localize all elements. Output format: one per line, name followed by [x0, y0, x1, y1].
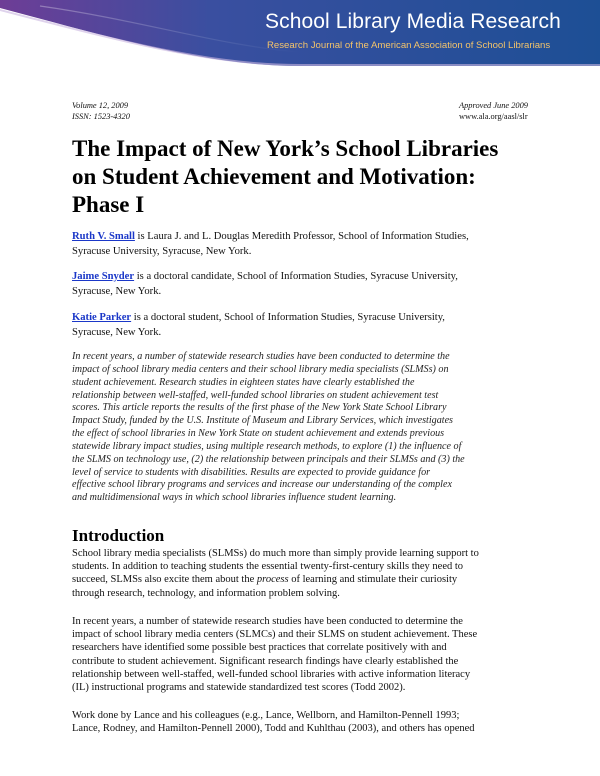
- author-bio: [72, 269, 542, 299]
- approved-text: Approved June 2009: [459, 101, 528, 110]
- author-bio: [72, 229, 542, 259]
- journal-subtitle: Research Journal of the American Association of School Librarians: [267, 40, 551, 51]
- abstract-line: and multidimensional ways in which school libraries influence student learning.: [72, 492, 397, 504]
- author-bio-text: Syracuse University, Syracuse, New York.: [72, 246, 252, 257]
- abstract-line: Impact Study, funded by the U.S. Institute of Museum and Library Services, which investigates: [72, 415, 453, 427]
- paragraph-line: (IL) instructional programs and statewide standardized test scores (Todd 2002).: [72, 682, 406, 694]
- paragraph-line: impact of school library media centers (SLMCs) and their SLMS on student achievement. These: [72, 629, 478, 641]
- article-title-line: Phase I: [72, 192, 145, 217]
- intro-paragraph: [72, 547, 542, 600]
- journal-title: School Library Media Research: [265, 10, 561, 33]
- article-title-line: on Student Achievement and Motivation:: [72, 164, 476, 189]
- paragraph-text: of learning and stimulate their curiosity: [288, 574, 458, 586]
- abstract-line: In recent years, a number of statewide research studies have been conducted to determine the: [72, 351, 450, 362]
- author-bio-text: is a doctoral candidate, School of Information Studies, Syracuse University,: [134, 271, 458, 282]
- abstract-line: student achievement. Research studies in eighteen states have clearly established the: [72, 376, 415, 388]
- paragraph-line: School library media specialists (SLMSs) do much more than simply provide learning support to: [72, 548, 479, 559]
- author-link[interactable]: Jaime Snyder: [72, 271, 135, 282]
- journal-url: www.ala.org/aasl/slr: [459, 112, 528, 121]
- issn-text: ISSN: 1523-4320: [72, 112, 130, 121]
- approval-info: [459, 100, 528, 122]
- article-title: [72, 135, 542, 219]
- abstract-line: impact of school library media centers and their school library media specialists (SLMSs) on: [72, 363, 449, 375]
- journal-banner: [0, 0, 600, 70]
- volume-text: Volume 12, 2009: [72, 101, 129, 110]
- author-bio-text: Syracuse, New York.: [72, 327, 162, 338]
- abstract-line: statewide library impact studies, using multiple research methods, to explore (1) the influence of: [72, 440, 462, 452]
- abstract-line: relationship between well-staffed, well-funded school libraries on student achievement test: [72, 389, 439, 401]
- intro-paragraph: [72, 709, 542, 735]
- paragraph-line: Lance, Rodney, and Hamilton-Pennell 2000), Todd and Kuhlthau (2003), and others has opened: [72, 723, 475, 735]
- author-link[interactable]: Ruth V. Small: [72, 231, 135, 242]
- volume-info: [72, 100, 130, 122]
- emphasis-text: process: [256, 574, 289, 586]
- paragraph-line: contribute to student achievement. Significant research findings have clearly established the: [72, 655, 459, 667]
- author-link[interactable]: Katie Parker: [72, 312, 132, 323]
- author-bio-text: is Laura J. and L. Douglas Meredith Professor, School of Information Studies,: [134, 231, 469, 242]
- paragraph-line: researchers have identified some possible best practices that correlate positively with and: [72, 642, 447, 654]
- paragraph-line: In recent years, a number of statewide research studies have been conducted to determine the: [72, 616, 463, 627]
- paragraph-line: relationship between well-staffed, well-funded school libraries with active information literacy: [72, 668, 471, 680]
- abstract-line: the effect of school libraries in New York State on student achievement and extends previous: [72, 428, 445, 440]
- paragraph-line: through research, technology, and information problem solving.: [72, 587, 340, 599]
- author-bio-text: is a doctoral student, School of Information Studies, Syracuse University,: [131, 312, 445, 323]
- author-bio-text: Syracuse, New York.: [72, 286, 162, 297]
- paragraph-line: Work done by Lance and his colleagues (e.g., Lance, Wellborn, and Hamilton-Pennell 1993;: [72, 710, 460, 721]
- abstract: [72, 351, 542, 505]
- paragraph-text: succeed, SLMSs also excite them about the: [72, 574, 257, 586]
- section-heading-introduction: Introduction: [72, 526, 165, 545]
- abstract-line: the SLMS on technology use, (2) the relationship between principals and their SLMSs and (3) the: [72, 453, 465, 465]
- author-bio: [72, 310, 542, 340]
- abstract-line: level of service to students with disabilities. Results are expected to provide guidance for: [72, 466, 431, 478]
- abstract-line: scores. This article reports the results of the first phase of the New York State School Library: [72, 402, 447, 414]
- article-title-line: The Impact of New York’s School Libraries: [72, 136, 499, 161]
- intro-paragraph: [72, 615, 542, 694]
- paragraph-line: students. In addition to teaching students the essential twenty-first-century skills they need to: [72, 561, 464, 573]
- paragraph-line: [72, 573, 542, 586]
- abstract-line: effective school library programs and services and increase our understanding of the complex: [72, 479, 452, 491]
